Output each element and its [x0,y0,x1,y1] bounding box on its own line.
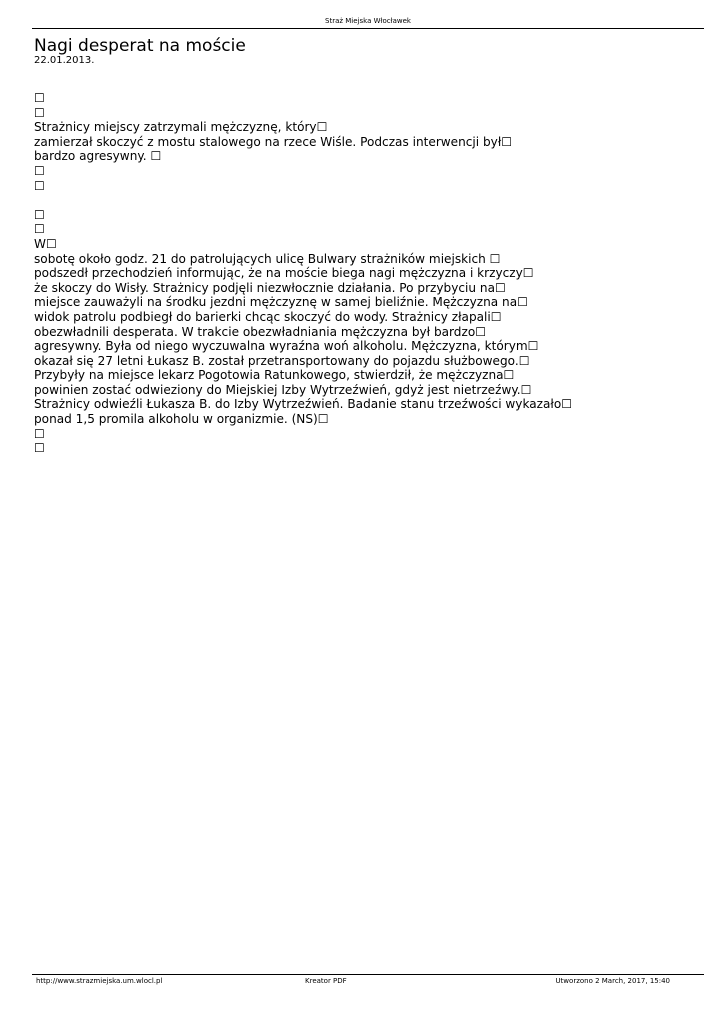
article-line: ☐ [34,91,45,105]
article-line: powinien zostać odwieziony do Miejskiej Izby Wytrzeźwień, gdyż jest nietrzeźwy.☐ [34,382,532,397]
article-line: ☐ [34,163,45,178]
article-line: ☐ [34,105,45,120]
article-line: widok patrolu podbiegł do barierki chcąc skoczyć do wody. Strażnicy złapali☐ [34,309,502,324]
article-line: że skoczy do Wisły. Strażnicy podjęli niezwłocznie działania. Po przybyciu na☐ [34,280,506,295]
article-line: ☐ [34,222,45,237]
article-body [34,91,694,456]
article-blank-line [34,193,694,208]
footer-created-date: Utworzono 2 March, 2017, 15:40 [555,977,670,985]
article-line: Przybyły na miejsce lekarz Pogotowia Ratunkowego, stwierdził, że mężczyzna☐ [34,368,515,383]
article-line: miejsce zauważyli na środku jezdni mężczyznę w samej bieliźnie. Mężczyzna na☐ [34,295,528,310]
article-line: agresywny. Była od niego wyczuwalna wyraźna woń alkoholu. Mężczyzna, którym☐ [34,339,539,354]
article-line: obezwładnili desperata. W trakcie obezwładniania mężczyzna był bardzo☐ [34,324,487,339]
article-line: sobotę około godz. 21 do patrolujących ulicę Bulwary strażników miejskich ☐ [34,251,501,266]
article-title: Nagi desperat na moście [34,36,246,56]
article-line: ponad 1,5 promila alkoholu w organizmie. (NS)☐ [34,412,329,427]
article-line: bardzo agresywny. ☐ [34,149,162,164]
article-line: okazał się 27 letni Łukasz B. został przetransportowany do pojazdu służbowego.☐ [34,353,530,368]
article-line: zamierzał skoczyć z mostu stalowego na rzece Wiśle. Podczas interwencji był☐ [34,134,513,149]
footer-divider [32,974,704,975]
article-line: ☐ [34,207,45,222]
page-header-site-name: Straż Miejska Włocławek [325,17,411,25]
article-line: Strażnicy miejscy zatrzymali mężczyznę, który☐ [34,120,328,135]
article-line: Strażnicy odwieźli Łukasza B. do Izby Wytrzeźwień. Badanie stanu trzeźwości wykazało☐ [34,397,573,412]
footer-generator: Kreator PDF [305,977,347,985]
article-line: podszedł przechodzień informując, że na moście biega nagi mężczyzna i krzyczy☐ [34,266,534,281]
article-line: W☐ [34,236,57,251]
article-line: ☐ [34,426,45,441]
article-date: 22.01.2013. [34,55,95,66]
article-line: ☐ [34,178,45,193]
header-divider [32,28,704,29]
footer-url: http://www.strazmiejska.um.wlocl.pl [36,977,163,985]
article-line: ☐ [34,441,45,456]
